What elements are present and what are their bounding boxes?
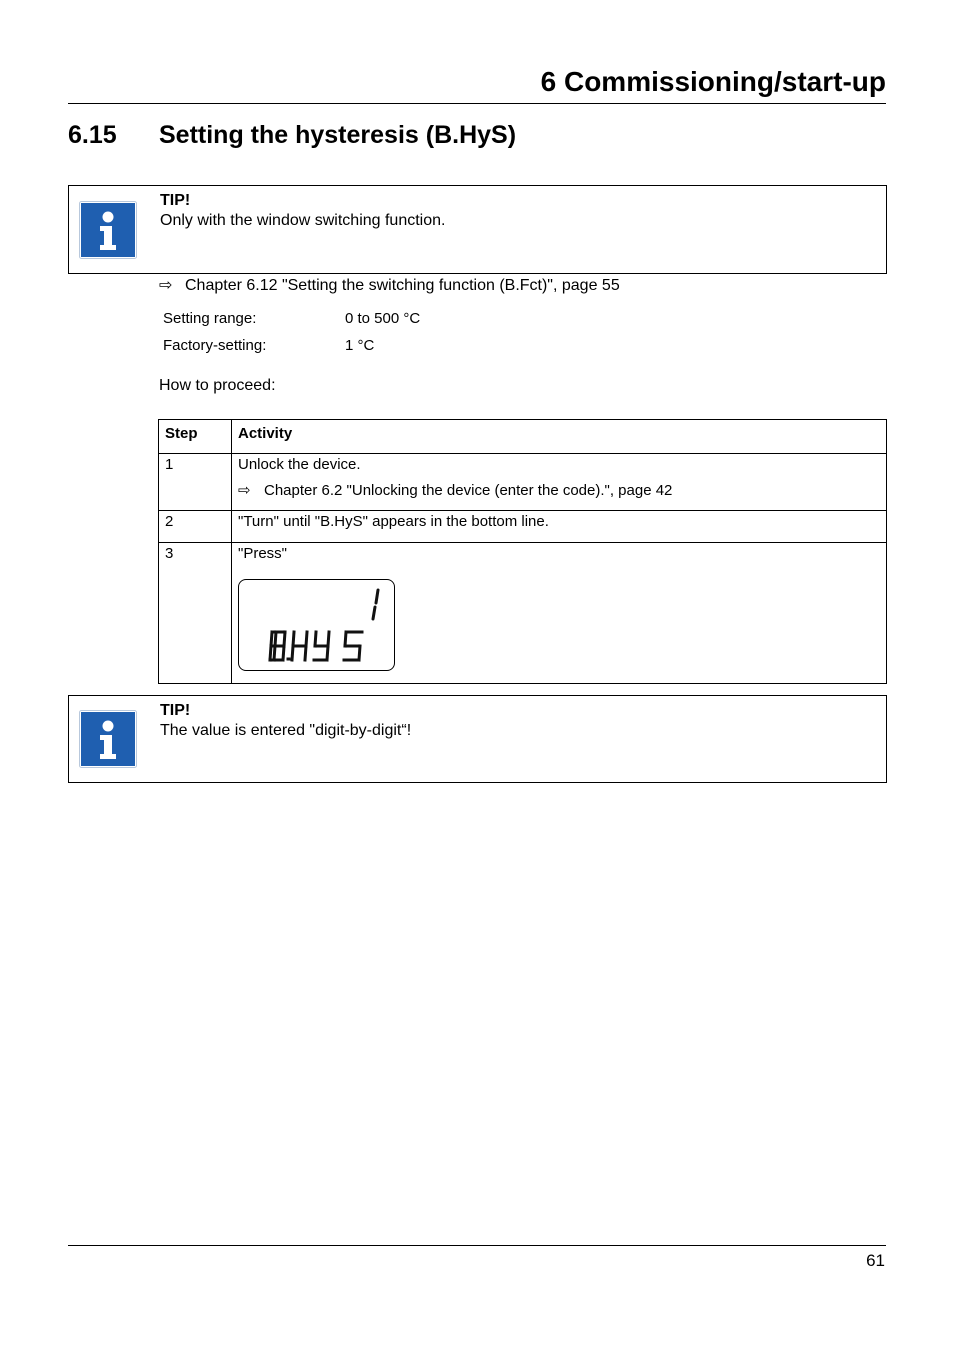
lcd-top-value: [373, 590, 378, 619]
reference-text: Chapter 6.12 "Setting the switching function (B.Fct)", page 55: [185, 277, 620, 294]
tip-text: The value is entered "digit-by-digit“!: [160, 722, 412, 739]
step-activity: "Turn" until "B.HyS" appears in the bottom line.: [232, 511, 887, 543]
table-row: [159, 511, 887, 543]
setting-value: 0 to 500 °C: [345, 310, 421, 327]
lcd-bottom-value: [270, 632, 362, 660]
header-step: Step: [159, 420, 232, 454]
activity-reference[interactable]: [238, 482, 880, 500]
setting-range-row: [163, 310, 420, 337]
table-header-row: [159, 420, 887, 454]
arrow-right-icon: ⇨: [238, 482, 251, 499]
factory-setting-row: [163, 337, 420, 364]
arrow-right-icon: ⇨: [159, 277, 173, 294]
chapter-reference[interactable]: [159, 275, 620, 295]
tip-box: [68, 695, 887, 783]
settings-list: [163, 310, 420, 364]
tip-box: [68, 185, 887, 274]
section-number: 6.15: [68, 121, 117, 149]
header-divider: [68, 103, 886, 104]
step-activity: [232, 454, 887, 511]
section-heading: [68, 121, 516, 150]
table-row: [159, 543, 887, 684]
tip-label: TIP!: [160, 192, 191, 209]
lcd-segments: [239, 580, 394, 670]
steps-table: [158, 419, 887, 684]
lcd-display: [238, 579, 395, 671]
info-icon: [79, 201, 137, 259]
how-to-proceed: How to proceed:: [159, 377, 276, 394]
tip-text: Only with the window switching function.: [160, 212, 446, 229]
step-number: 1: [159, 454, 232, 511]
activity-text: Unlock the device.: [238, 456, 361, 473]
info-icon: [79, 710, 137, 768]
section-title: Setting the hysteresis (B.HyS): [159, 121, 517, 149]
step-activity: [232, 543, 887, 684]
chapter-title: 6 Commissioning/start-up: [540, 66, 886, 97]
table-row: [159, 454, 887, 511]
activity-text: "Press": [238, 545, 287, 562]
footer-divider: [68, 1245, 886, 1246]
tip-label: TIP!: [160, 702, 191, 719]
setting-label: Factory-setting:: [163, 337, 267, 354]
setting-label: Setting range:: [163, 310, 257, 327]
step-number: 2: [159, 511, 232, 543]
setting-value: 1 °C: [345, 337, 375, 354]
step-number: 3: [159, 543, 232, 684]
reference-text: Chapter 6.2 "Unlocking the device (enter the code).", page 42: [264, 482, 673, 499]
header-activity: Activity: [232, 420, 887, 454]
page-number: 61: [866, 1251, 885, 1270]
